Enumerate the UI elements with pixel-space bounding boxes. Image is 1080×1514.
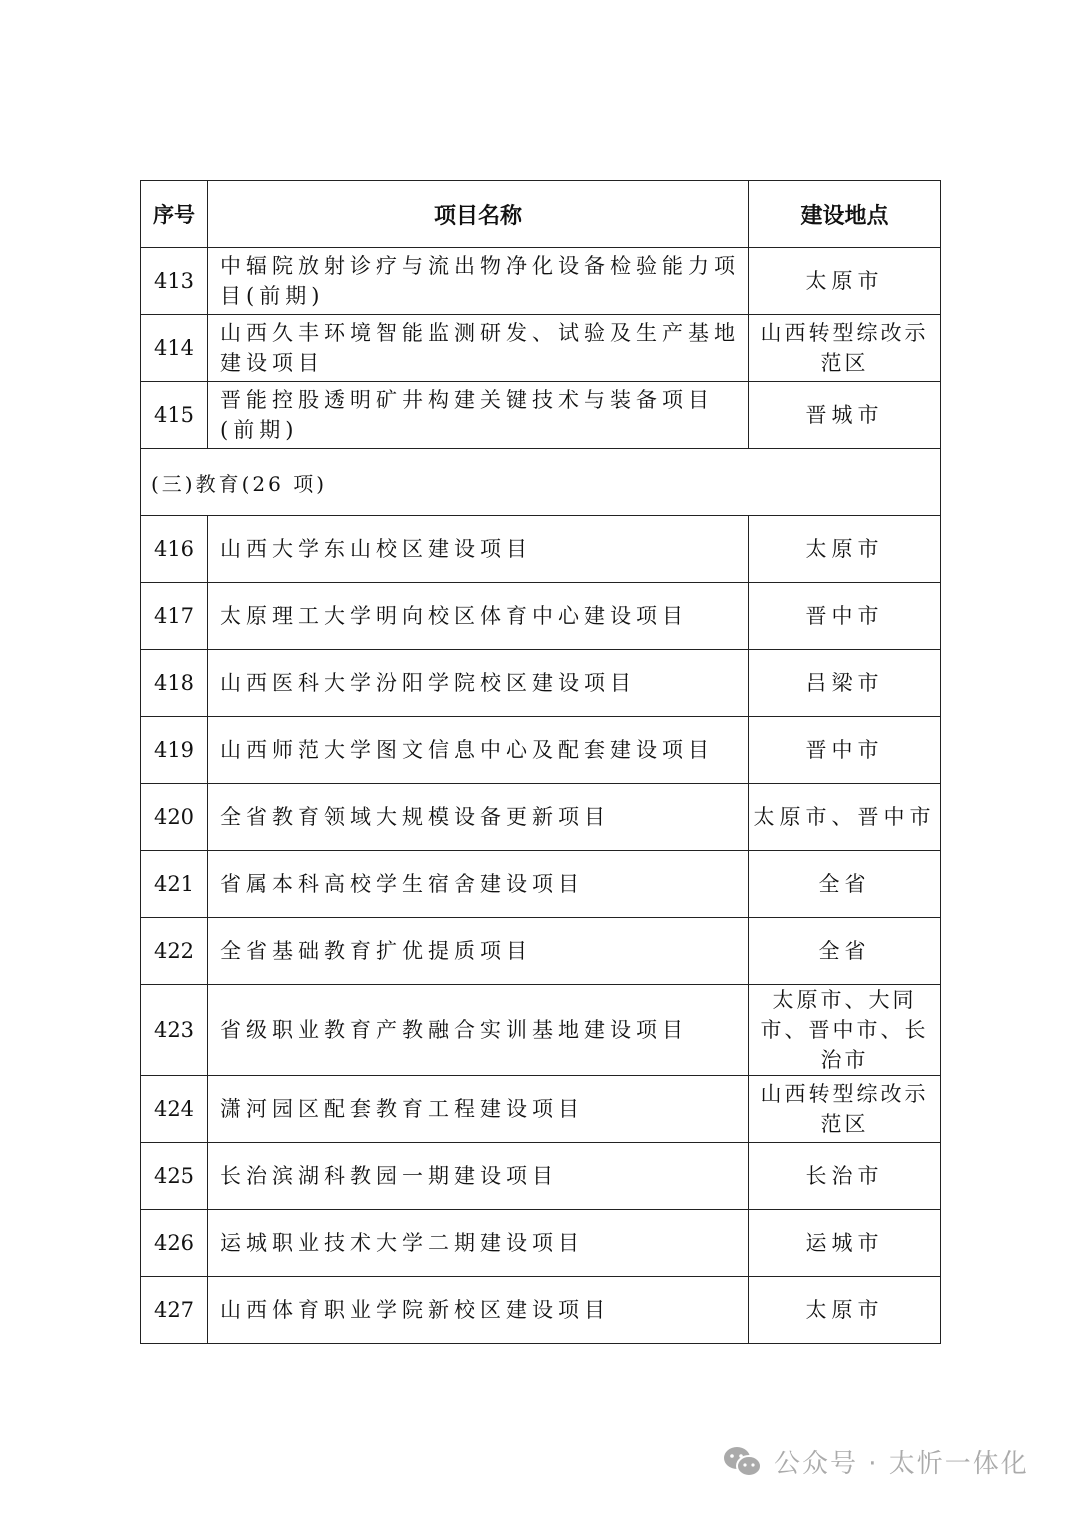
row-location: 晋中市 xyxy=(749,717,941,784)
table-row xyxy=(141,717,941,784)
row-no: 425 xyxy=(141,1143,208,1210)
row-no: 419 xyxy=(141,717,208,784)
watermark-text: 公众号 · 太忻一体化 xyxy=(774,1449,1029,1479)
section-row xyxy=(141,449,941,516)
table-row xyxy=(141,516,941,583)
row-location: 太原市 xyxy=(749,516,941,583)
row-no: 417 xyxy=(141,583,208,650)
row-no: 413 xyxy=(141,248,208,315)
table-row xyxy=(141,382,941,449)
row-location: 吕梁市 xyxy=(749,650,941,717)
table-row xyxy=(141,784,941,851)
row-name: 山西师范大学图文信息中心及配套建设项目 xyxy=(208,717,749,784)
table-row xyxy=(141,583,941,650)
row-name: 省级职业教育产教融合实训基地建设项目 xyxy=(208,985,749,1076)
row-no: 420 xyxy=(141,784,208,851)
row-name: 全省教育领域大规模设备更新项目 xyxy=(208,784,749,851)
header-name: 项目名称 xyxy=(208,181,749,248)
row-name: 运城职业技术大学二期建设项目 xyxy=(208,1210,749,1277)
row-no: 416 xyxy=(141,516,208,583)
row-name: 中辐院放射诊疗与流出物净化设备检验能力项目(前期) xyxy=(208,248,749,315)
table-row xyxy=(141,248,941,315)
row-name: 全省基础教育扩优提质项目 xyxy=(208,918,749,985)
row-no: 418 xyxy=(141,650,208,717)
table-row xyxy=(141,1210,941,1277)
wechat-icon xyxy=(722,1445,764,1479)
row-location: 太原市、大同市、晋中市、长治市 xyxy=(749,985,941,1076)
row-name: 晋能控股透明矿井构建关键技术与装备项目(前期) xyxy=(208,382,749,449)
table-row xyxy=(141,851,941,918)
row-no: 414 xyxy=(141,315,208,382)
row-no: 426 xyxy=(141,1210,208,1277)
table-row xyxy=(141,1277,941,1344)
row-name: 潇河园区配套教育工程建设项目 xyxy=(208,1076,749,1143)
row-name: 太原理工大学明向校区体育中心建设项目 xyxy=(208,583,749,650)
row-name: 山西大学东山校区建设项目 xyxy=(208,516,749,583)
row-location: 晋城市 xyxy=(749,382,941,449)
row-name: 长治滨湖科教园一期建设项目 xyxy=(208,1143,749,1210)
row-location: 长治市 xyxy=(749,1143,941,1210)
row-name: 山西体育职业学院新校区建设项目 xyxy=(208,1277,749,1344)
projects-table xyxy=(140,180,941,1344)
row-location: 太原市、晋中市 xyxy=(749,784,941,851)
row-no: 427 xyxy=(141,1277,208,1344)
section-title: (三)教育(26 项) xyxy=(141,449,941,516)
watermark xyxy=(722,1443,1029,1480)
table-row xyxy=(141,315,941,382)
row-name: 山西医科大学汾阳学院校区建设项目 xyxy=(208,650,749,717)
row-location: 太原市 xyxy=(749,1277,941,1344)
row-no: 423 xyxy=(141,985,208,1076)
row-location: 太原市 xyxy=(749,248,941,315)
row-no: 415 xyxy=(141,382,208,449)
table-header xyxy=(141,181,941,248)
table-row xyxy=(141,650,941,717)
row-name: 省属本科高校学生宿舍建设项目 xyxy=(208,851,749,918)
row-location: 山西转型综改示范区 xyxy=(749,1076,941,1143)
header-no: 序号 xyxy=(141,181,208,248)
header-location: 建设地点 xyxy=(749,181,941,248)
row-location: 山西转型综改示范区 xyxy=(749,315,941,382)
row-location: 全省 xyxy=(749,918,941,985)
row-location: 运城市 xyxy=(749,1210,941,1277)
row-no: 424 xyxy=(141,1076,208,1143)
row-no: 422 xyxy=(141,918,208,985)
row-name: 山西久丰环境智能监测研发、试验及生产基地建设项目 xyxy=(208,315,749,382)
row-location: 全省 xyxy=(749,851,941,918)
table-row xyxy=(141,1143,941,1210)
table-row xyxy=(141,985,941,1076)
row-location: 晋中市 xyxy=(749,583,941,650)
table-row xyxy=(141,1076,941,1143)
row-no: 421 xyxy=(141,851,208,918)
table-row xyxy=(141,918,941,985)
